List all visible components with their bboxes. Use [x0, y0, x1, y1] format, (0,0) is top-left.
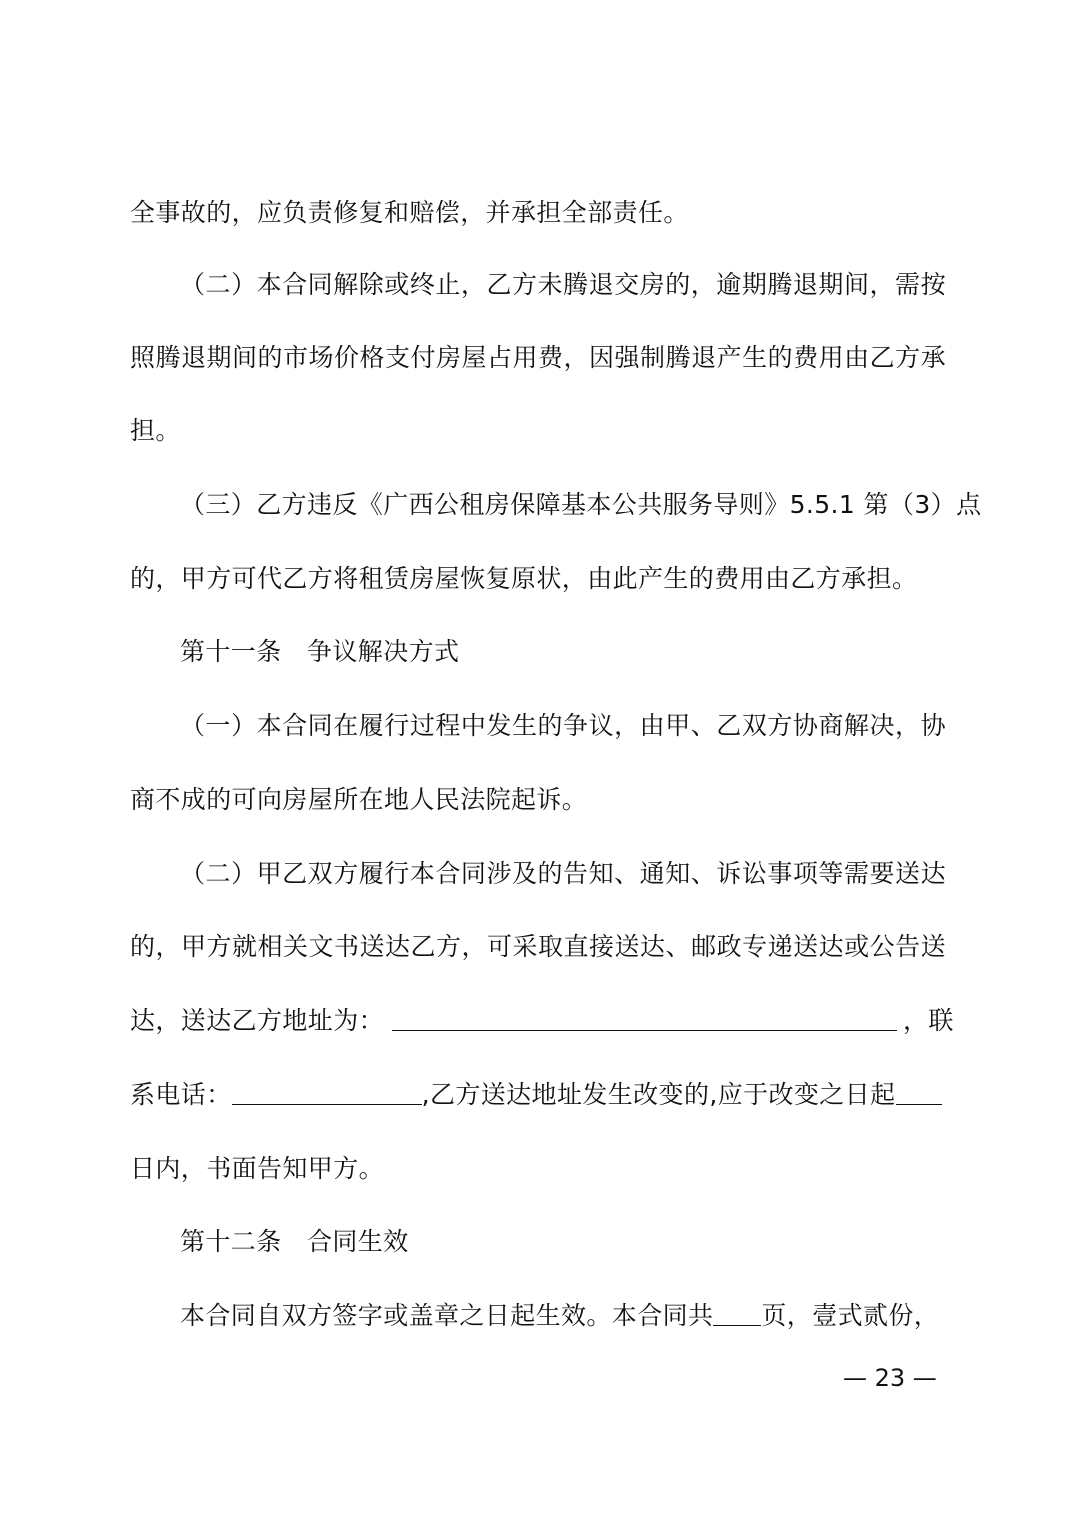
address-line	[130, 1003, 954, 1039]
paragraph-line: 日内，书面告知甲方。	[130, 1154, 385, 1183]
paragraph-line: 全事故的，应负责修复和赔偿，并承担全部责任。	[130, 198, 689, 227]
phone-middle: ,乙方送达地址发生改变的,应于改变之日起	[421, 1080, 896, 1109]
paragraph-line: 照腾退期间的市场价格支付房屋占用费，因强制腾退产生的费用由乙方承	[130, 343, 946, 372]
address-blank	[392, 1004, 897, 1031]
phone-line	[130, 1077, 946, 1113]
effect-text: 本合同自双方签字或盖章之日起生效。本合同共	[180, 1301, 714, 1330]
page-count-blank	[713, 1299, 761, 1326]
paragraph-line: 商不成的可向房屋所在地人民法院起诉。	[130, 785, 588, 814]
phone-label: 系电话：	[130, 1080, 232, 1109]
paragraph-line: （二）本合同解除或终止，乙方未腾退交房的，逾期腾退期间，需按	[180, 270, 946, 299]
effect-suffix: 页，壹式贰份，	[761, 1301, 940, 1330]
paragraph-line: （二）甲乙双方履行本合同涉及的告知、通知、诉讼事项等需要送达	[180, 859, 946, 888]
effect-line	[180, 1298, 946, 1334]
address-label: 达，送达乙方地址为：	[130, 1006, 385, 1035]
article-heading: 第十二条 合同生效	[180, 1227, 409, 1256]
paragraph-line: （一）本合同在履行过程中发生的争议，由甲、乙双方协商解决，协	[180, 711, 946, 740]
paragraph-line: 担。	[130, 416, 181, 445]
days-blank	[896, 1078, 942, 1105]
article-heading: 第十一条 争议解决方式	[180, 637, 460, 666]
phone-blank	[232, 1078, 422, 1105]
address-suffix: ，联	[903, 1006, 954, 1035]
page-number: — 23 —	[843, 1364, 937, 1392]
paragraph-line: （三）乙方违反《广西公租房保障基本公共服务导则》5.5.1 第（3）点	[180, 490, 982, 519]
paragraph-line: 的，甲方就相关文书送达乙方，可采取直接送达、邮政专递送达或公告送	[130, 932, 946, 961]
paragraph-line: 的，甲方可代乙方将租赁房屋恢复原状，由此产生的费用由乙方承担。	[130, 564, 918, 593]
